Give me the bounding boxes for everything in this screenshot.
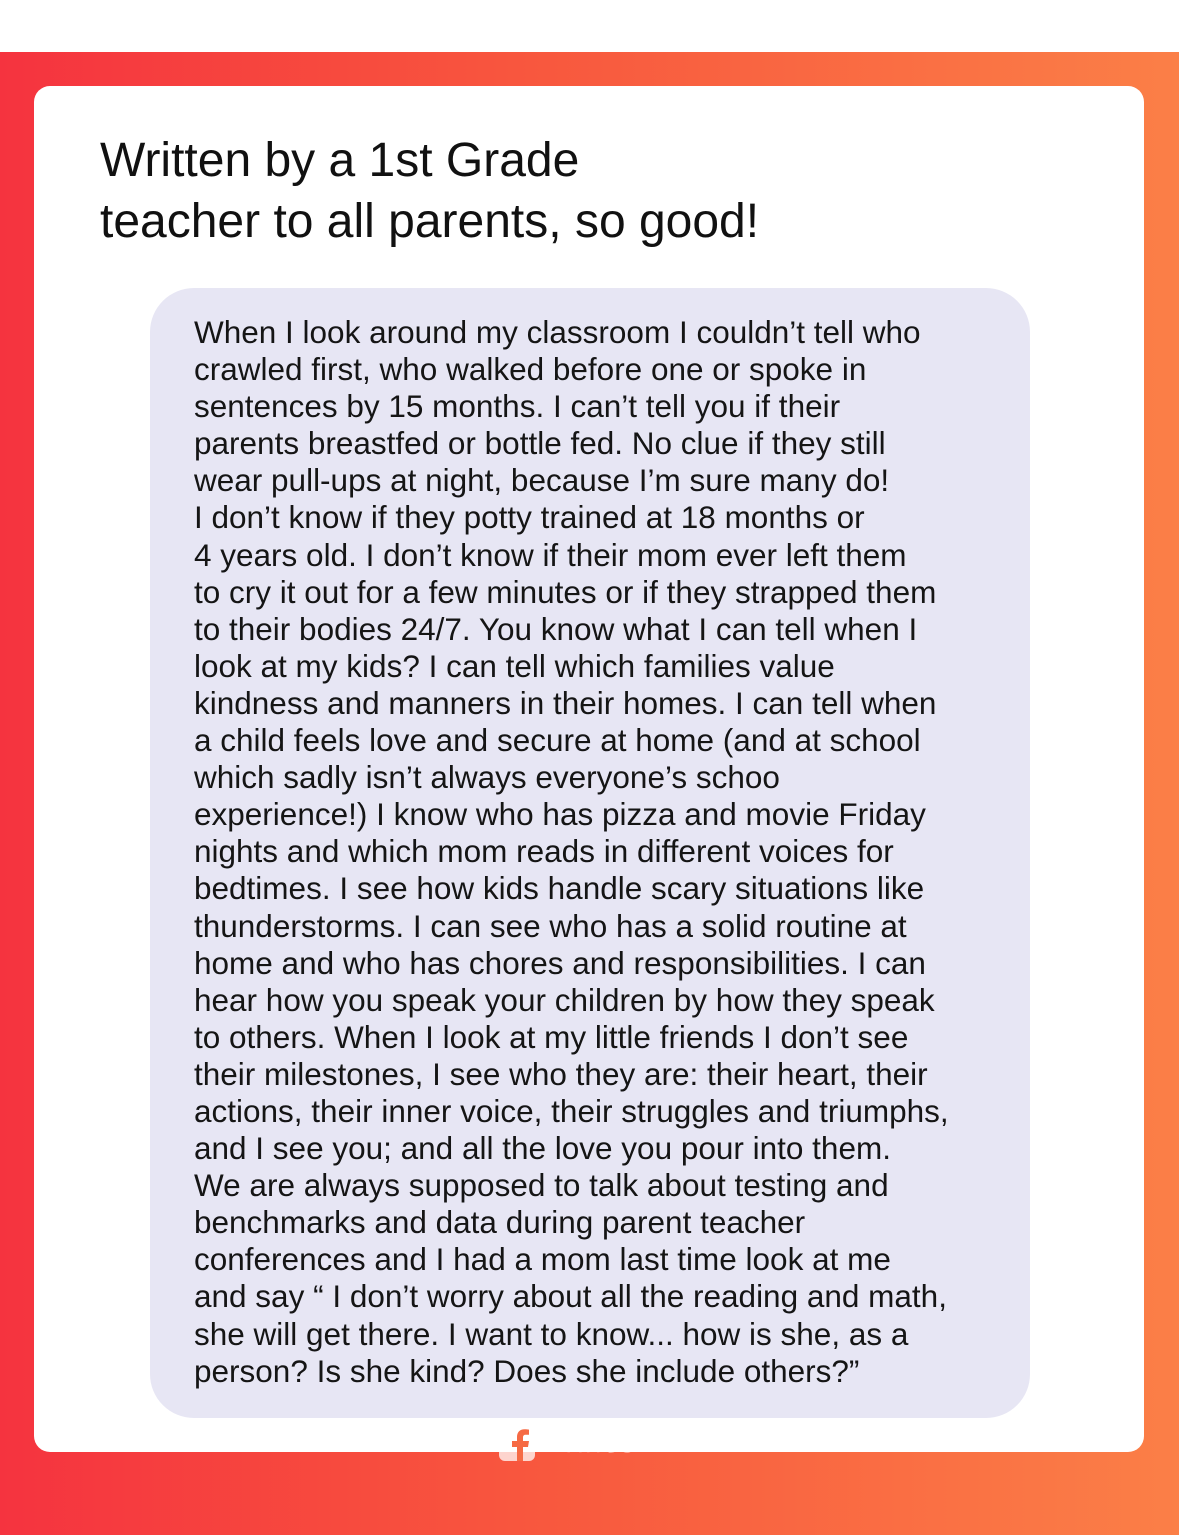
post-card [34,86,1144,1452]
attribution-footer [0,1420,1179,1466]
post-headline: Written by a 1st Grade teacher to all parents, so good! [100,134,760,248]
brand-name: Prince EA [548,1427,681,1459]
facebook-icon [499,1425,535,1461]
gradient-frame [0,52,1179,1535]
message-bubble [150,288,1030,1418]
message-body: When I look around my classroom I couldn’t tell who crawled first, who walked before one or spoke in sentences by 15 months. I can’t tell you if their parents breastfed or bottle fed. No clue if they still wear pull-ups at night, because I’m sure many do! I don’t know if they potty trained at 18 months or 4 years old. I don’t know if their mom ever left them to cry it out for a few minutes or if they strapped them to their bodies 24/7. You know what I can tell when I look at my kids? I can tell which families value kindness and manners in their homes. I can tell when a child feels love and secure at home (and at school which sadly isn’t always everyone’s schoo experience!) I know who has pizza and movie Friday nights and which mom reads in different voices for bedtimes. I see how kids handle scary situations like thunderstorms. I can see who has a solid routine at home and who has chores and responsibilities. I can hear how you speak your children by how they speak to others. When I look at my little friends I don’t see their milestones, I see who they are: their heart, their actions, their inner voice, their struggles and triumphs, and I see you; and all the love you pour into them. We are always supposed to talk about testing and benchmarks and data during parent teacher conferences and I had a mom last time look at me and say “ I don’t worry about all the reading and math, she will get there. I want to know... how is she, as a person? Is she kind? Does she include others?” [194,314,949,1389]
